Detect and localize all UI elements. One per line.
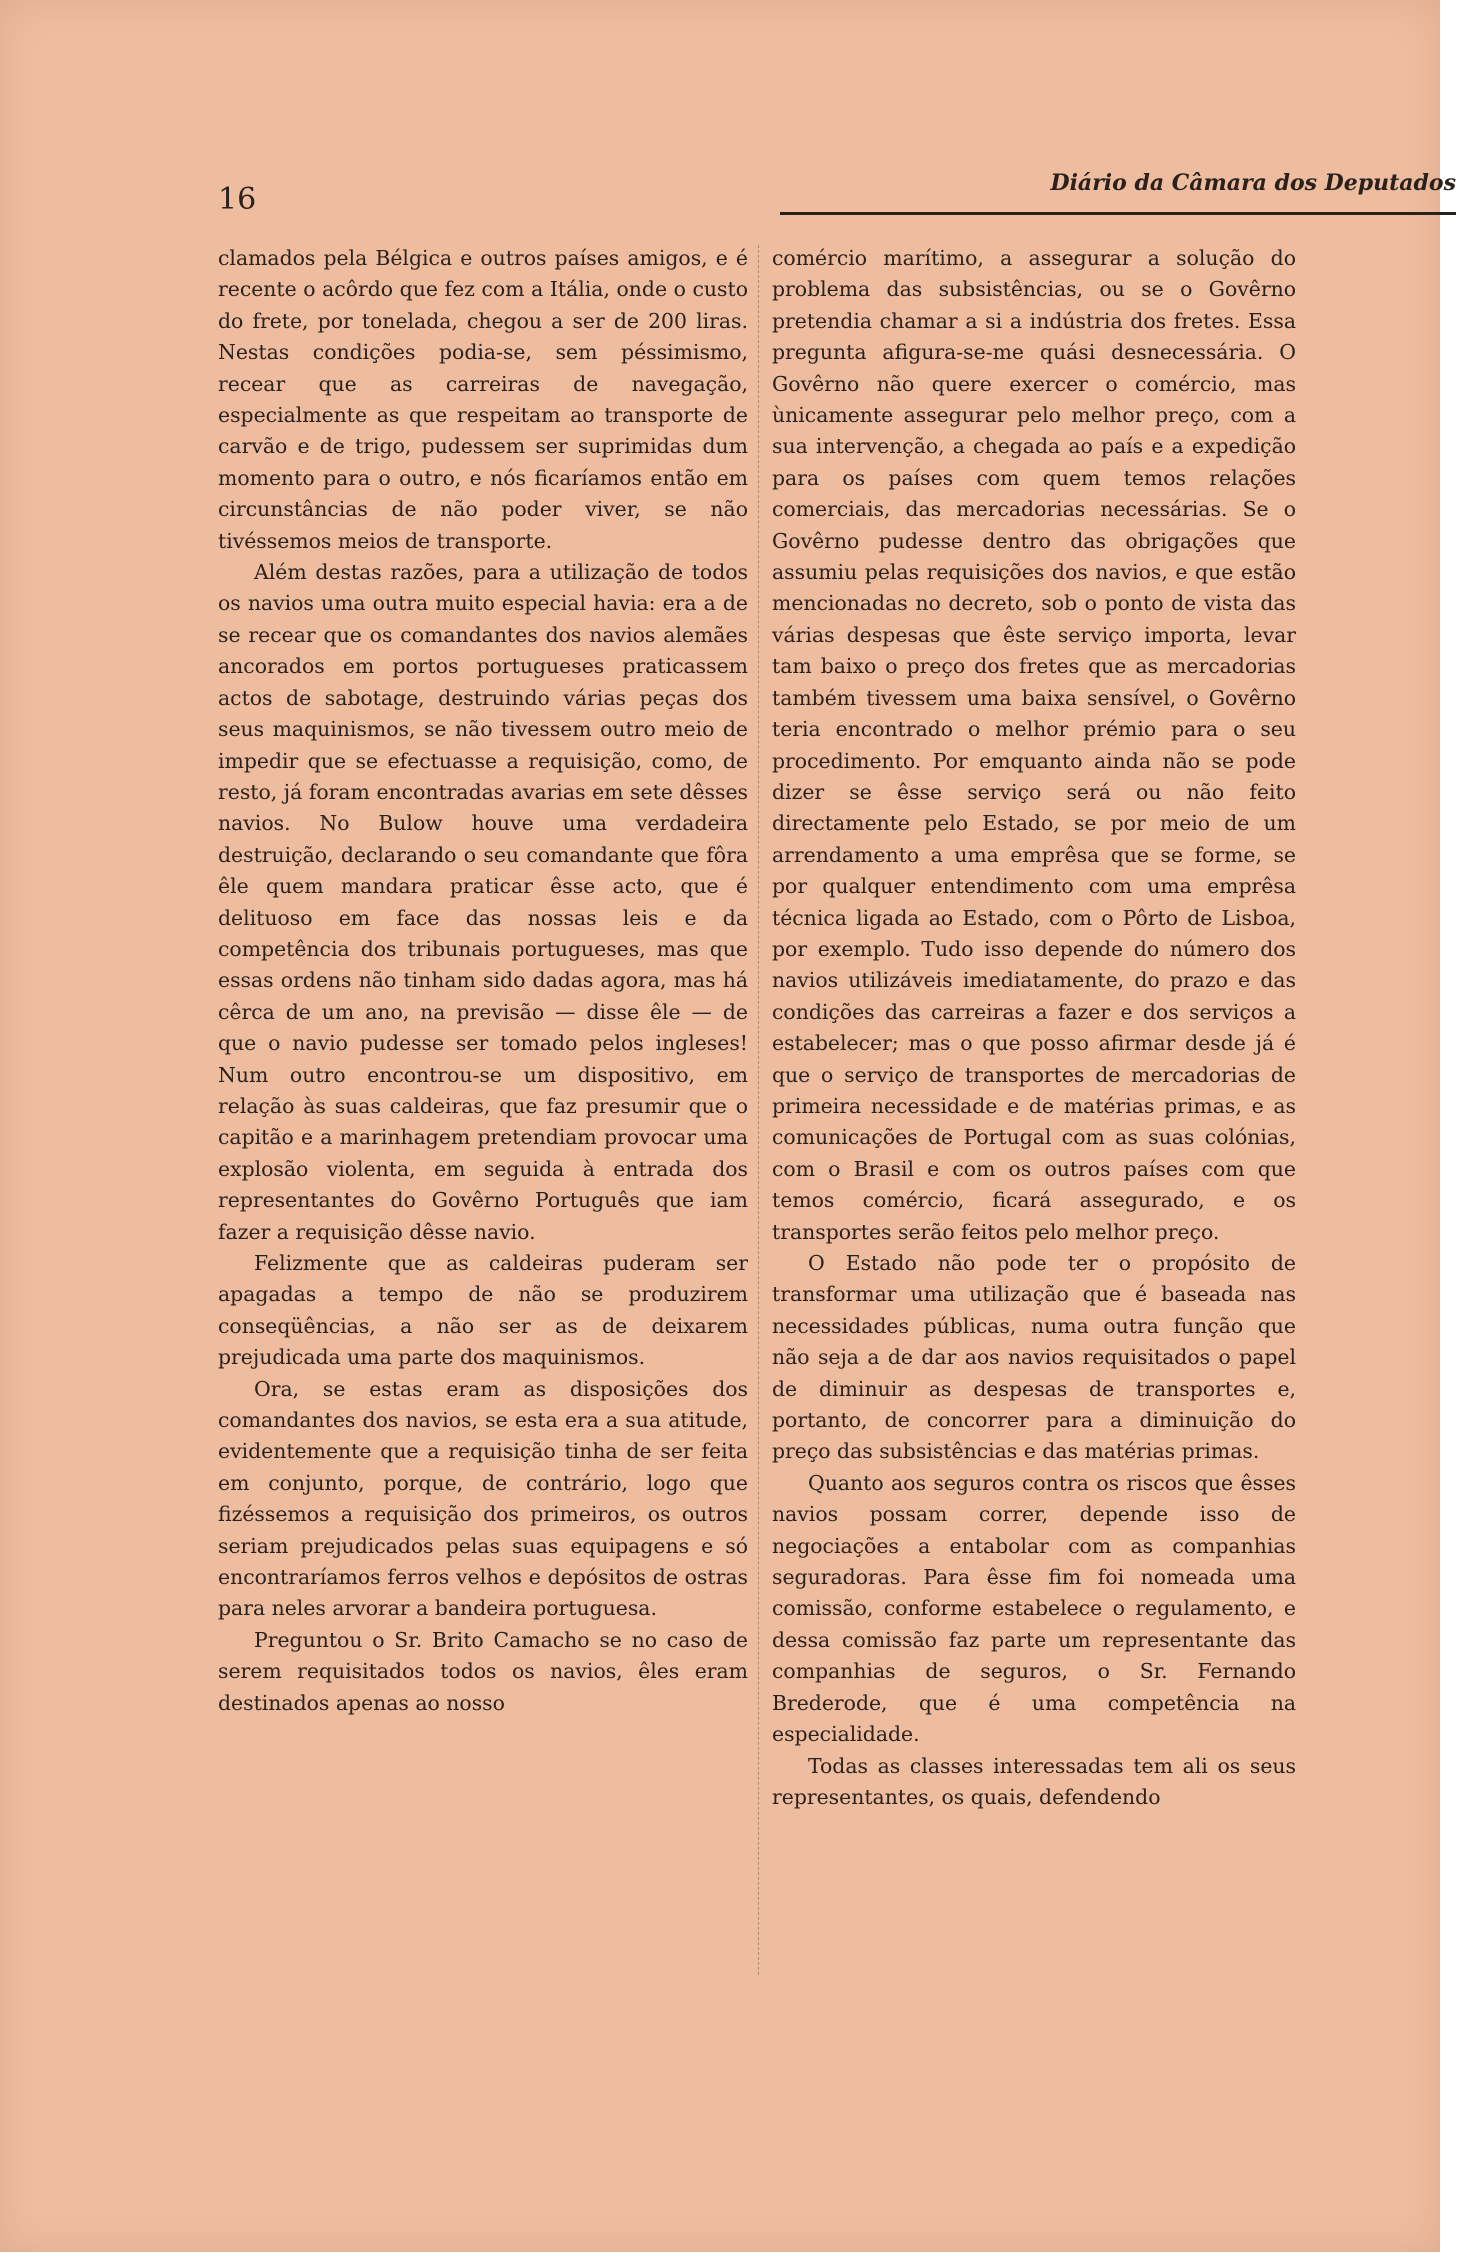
paragraph: Além destas razões, para a utilização de todos os navios uma outra muito especial havia: era a de se recear que os comandantes dos navios alemães ancorados em portos portugueses praticassem actos de sabotage, destruindo várias peças dos seus maquinismos, se não tivessem outro meio de impedir que se efectuasse a requisição, como, de resto, já foram encontradas avarias em sete dêsses navios. No Bulow houve uma verdadeira destruição, declarando o seu comandante que fôra êle quem mandara praticar êsse acto, que é delituoso em face das nossas leis e da competência dos tribunais portugueses, mas que essas ordens não tinham sido dadas agora, mas há cêrca de um ano, na previsão — disse êle — de que o navio pudesse ser tomado pelos ingleses! Num outro encontrou-se um dispositivo, em relação às suas caldeiras, que faz presumir que o capitão e a marinhagem pretendiam provocar uma explosão violenta, em seguida à entrada dos representantes do Govêrno Português que iam fazer a requisição dêsse navio. <box>218 560 748 1244</box>
paragraph: Preguntou o Sr. Brito Camacho se no caso de serem requisitados todos os navios, êles eram destinados apenas ao nosso <box>218 1627 748 1715</box>
right-column <box>772 243 1296 1813</box>
paragraph: Ora, se estas eram as disposições dos comandantes dos navios, se esta era a sua atitude, evidentemente que a requisição tinha de ser feita em conjunto, porque, de contrário, logo que fizéssemos a requisição dos primeiros, os outros seriam prejudicados pelas suas equipagens e só encontraríamos ferros velhos e depósitos de ostras para neles arvorar a bandeira portuguesa. <box>218 1376 748 1621</box>
paragraph: Felizmente que as caldeiras puderam ser apagadas a tempo de não se produzirem conseqüências, a não ser as de deixarem prejudicada uma parte dos maquinismos. <box>218 1251 748 1370</box>
paragraph: Todas as classes interessadas tem ali os seus representantes, os quais, defendendo <box>772 1753 1296 1809</box>
left-column <box>218 243 748 1719</box>
paragraph: Quanto aos seguros contra os riscos que êsses navios possam correr, depende isso de negociações a entabolar com as companhias seguradoras. Para êsse fim foi nomeada uma comissão, conforme estabelece o regulamento, e dessa comissão faz parte um representante das companhias de seguros, o Sr. Fernando Brederode, que é uma competência na especialidade. <box>772 1470 1296 1747</box>
page-number: 16 <box>218 182 257 217</box>
paragraph: comércio marítimo, a assegurar a solução do problema das subsistências, ou se o Govêrno pretendia chamar a si a indústria dos fretes. Essa pregunta afigura-se-me quási desnecessária. O Govêrno não quere exercer o comércio, mas ùnicamente assegurar pelo melhor preço, com a sua intervenção, a chegada ao país e a expedição para os países com quem temos relações comerciais, das mercadorias necessárias. Se o Govêrno pudesse dentro das obrigações que assumiu pelas requisições dos navios, e que estão mencionadas no decreto, sob o ponto de vista das várias despesas que êste serviço importa, levar tam baixo o preço dos fretes que as mercadorias também tivessem uma baixa sensível, o Govêrno teria encontrado o melhor prémio para o seu procedimento. Por emquanto ainda não se pode dizer se êsse serviço será ou não feito directamente pelo Estado, se por meio de um arrendamento a uma emprêsa que se forme, se por qualquer entendimento com uma emprêsa técnica ligada ao Estado, com o Pôrto de Lisboa, por exemplo. Tudo isso depende do número dos navios utilizáveis imediatamente, do prazo e das condições das carreiras a fazer e dos serviços a estabelecer; mas o que posso afirmar desde já é que o serviço de transportes de mercadorias de primeira necessidade e de matérias primas, e as comunicações de Portugal com as suas colónias, com o Brasil e com os outros países com que temos comércio, ficará assegurado, e os transportes serão feitos pelo melhor preço. <box>772 246 1296 1244</box>
paragraph: clamados pela Bélgica e outros países amigos, e é recente o acôrdo que fez com a Itália, onde o custo do frete, por tonelada, chegou a ser de 200 liras. Nestas condições podia-se, sem péssimismo, recear que as carreiras de navegação, especialmente as que respeitam ao transporte de carvão e de trigo, pudessem ser suprimidas dum momento para o outro, e nós ficaríamos então em circunstâncias de não poder viver, se não tivéssemos meios de transporte. <box>218 246 748 553</box>
header-rule <box>780 212 1456 215</box>
running-title: Diário da Câmara dos Deputados <box>1050 170 1456 196</box>
column-divider <box>758 245 759 1975</box>
paragraph: O Estado não pode ter o propósito de transformar uma utilização que é baseada nas necessidades públicas, numa outra função que não seja a de dar aos navios requisitados o papel de diminuir as despesas de transportes e, portanto, de concorrer para a diminuição do preço das subsistências e das matérias primas. <box>772 1251 1296 1464</box>
